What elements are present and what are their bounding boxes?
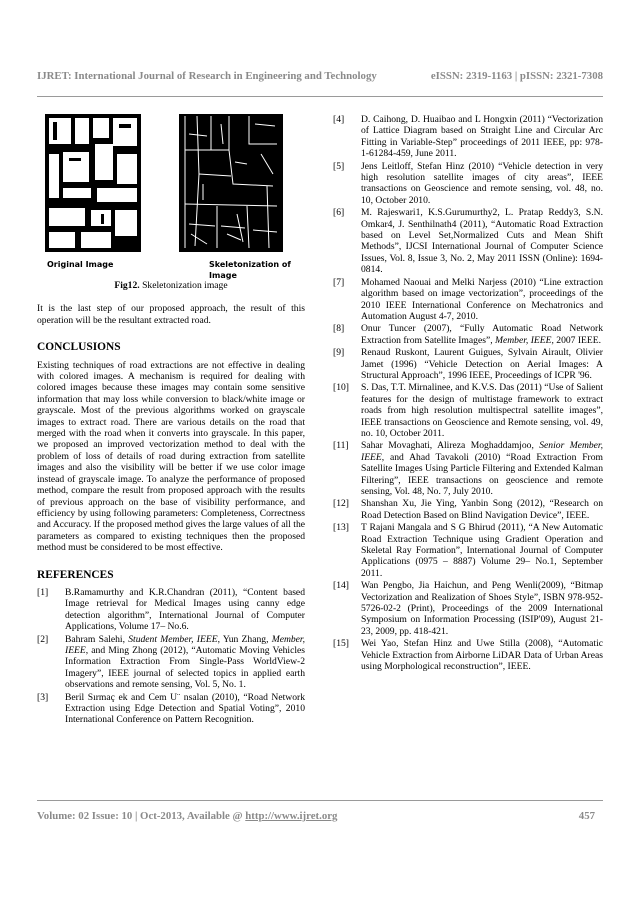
running-footer <box>37 810 603 822</box>
reference-5: [5] Jens Leitloff, Stefan Hinz (2010) “Vehicle detection in very high resolution satellite images of city areas”, IEEE transactions on Geoscience and remote sensing, vol. 48, no. 10, October 2010. <box>333 160 603 206</box>
footer-rule <box>37 800 603 801</box>
reference-1: [1] B.Ramamurthy and K.R.Chandran (2011), “Content based Image retrieval for Medical Images using canny edge detection algorithm”, International Journal of Computer Applications, Volume 17– No.6. <box>37 586 305 633</box>
reference-14: [14] Wan Pengbo, Jia Haichun, and Peng Wenli(2009), “Bitmap Vectorization and Realization of Shoes Style”, ISBN 978-952-5726-02-2 (Print), Proceedings of the 2009 International Symposium on Information Processing (ISIP'09), August 21-23, 2009, pp. 418-421. <box>333 580 603 637</box>
page-number: 457 <box>578 810 595 822</box>
conclusions-paragraph: Existing techniques of road extractions are not effective in dealing with colored images. A mechanism is required for dealing with colored images because these images may contain some sensitive information that may loss while conversion to black/white image or grayscale. Most of the previous algorithms worked on grayscale images to extract road. There are various details on the road that merged with the road when it converts into grayscale. In this paper, we proposed an improved vectorization method to deal with the problem of loss of details of road during extraction from satellite images and also the visibility will be better if we use color image instead of grayscale image. To analyze the performance of proposed method, compare the result from proposed approach with the results of previous approach on the base of visibility performance, and efficiency by using following parameters: Completeness, Correctness and Accuracy. If the proposed method gives the large values of all the parameters as compared to existing techniques then the proposed method must be considered to be most effective. <box>37 359 305 554</box>
reference-11: [11] Sahar Movaghati, Alireza Moghaddamjoo, Senior Member, IEEE, and Ahad Tavakoli (2010) “Road Extraction From Satellite Images Using Particle Filtering and Extended Kalman Filtering”, IEEE transactions on geoscience and remote sensing, Vol. 48, No. 7, July 2010. <box>333 440 603 497</box>
conclusions-heading: CONCLUSIONS <box>37 341 121 354</box>
reference-9: [9] Renaud Ruskont, Laurent Guigues, Sylvain Airault, Olivier Jamet (1996) “Vehicle Detection on Aerial Images: A Structural Approach”, 1996 IEEE, Proceedings of ICPR '96. <box>333 347 603 381</box>
reference-2: [2] Bahram Salehi, Student Member, IEEE, Yun Zhang, Member, IEEE, and Ming Zhong (2012), “Automatic Moving Vehicles Information Extraction From Single-Pass WorldView-2 Imagery”, IEEE journal of selected topics in applied earth observations and remote sensing, Vol. 5, No. 1. <box>37 633 306 691</box>
reference-15: [15] Wei Yao, Stefan Hinz and Uwe Stilla (2008), “Automatic Vehicle Extraction from Airborne LiDAR Data of Urban Areas using Morphological reconstruction”, IEEE. <box>333 638 603 673</box>
reference-7: [7] Mohamed Naouai and Melki Narjess (2010) “Line extraction algorithm based on image vectorization”, proceedings of the 2010 IEEE International Conference on Mechatronics and Automation August 4-7, 2010. <box>333 276 603 322</box>
figure-caption-number: Fig12. <box>114 280 140 291</box>
original-image <box>39 114 147 256</box>
figure-12 <box>37 114 305 281</box>
journal-title: IJRET: International Journal of Research in Engineering and Technology <box>37 70 377 82</box>
running-header <box>37 70 603 82</box>
journal-url-link[interactable]: http://www.ijret.org <box>245 810 338 822</box>
reference-10: [10] S. Das, T.T. Mirnalinee, and K.V.S. Das (2011) “Use of Salient features for the design of multistage framework to extract roads from high resolution multispectral satellite images”, IEEE transactions on Geoscience and Remote sensing, vol. 49, no. 10, October 2011. <box>333 382 603 439</box>
right-column <box>333 114 603 674</box>
intro-paragraph: It is the last step of our proposed approach, the result of this operation will be the resultant extracted road. <box>37 303 305 326</box>
skeleton-image-label: Skeletonization of Image <box>209 260 291 281</box>
left-column <box>37 114 305 727</box>
reference-3: [3] Beril Sırmaç ek and Cem U¨ nsalan (2010), “Road Network Extraction using Edge Detection and Spatial Voting”, 2010 International Conference on Pattern Recognition. <box>37 691 305 726</box>
skeleton-image <box>177 114 285 256</box>
reference-13: [13] T Rajani Mangala and S G Bhirud (2011), “A New Automatic Road Extraction Technique using Gradient Operation and Skeletal Ray Formation”, International Journal of Computer Applications (0975 – 8887) Volume 29– No.1, September 2011. <box>333 522 603 579</box>
reference-6: [6] M. Rajeswari1, K.S.Gurumurthy2, L. Pratap Reddy3, S.N. Omkar4, J. Senthilnath4 (2011), “Automatic Road Extraction based on Level Set,Normalized Cuts and Mean Shift Methods”, IJCSI International Journal of Computer Science Issues, Vol. 8, Issue 3, No. 2, May 2011 ISSN (Online): 1694-0814. <box>333 207 603 276</box>
reference-4: [4] D. Caihong, D. Huaibao and L Hongxin (2011) “Vectorization of Lattice Diagram based on Straight Line and Circular Arc Fitting in Variable-Step” proceedings of 2011 IEEE, pp: 978-1-61284-459, June 2011. <box>333 114 603 160</box>
references-heading: REFERENCES <box>37 568 114 581</box>
volume-text: Volume: 02 Issue: 10 | Oct-2013, Available @ <box>37 810 246 822</box>
original-image-label: Original Image <box>47 260 114 269</box>
issn-text: eISSN: 2319-1163 | pISSN: 2321-7308 <box>430 70 603 82</box>
reference-8: [8] Onur Tuncer (2007), “Fully Automatic Road Network Extraction from Satellite Images”, Member, IEEE, 2007 IEEE. <box>333 323 603 346</box>
figure-caption-text: Skeletonization image <box>142 280 228 291</box>
reference-12: [12] Shanshan Xu, Jie Ying, Yanbin Song (2012), “Research on Road Detection Based on Blind Navigation Device”, IEEE. <box>333 498 603 521</box>
header-rule <box>37 96 603 97</box>
